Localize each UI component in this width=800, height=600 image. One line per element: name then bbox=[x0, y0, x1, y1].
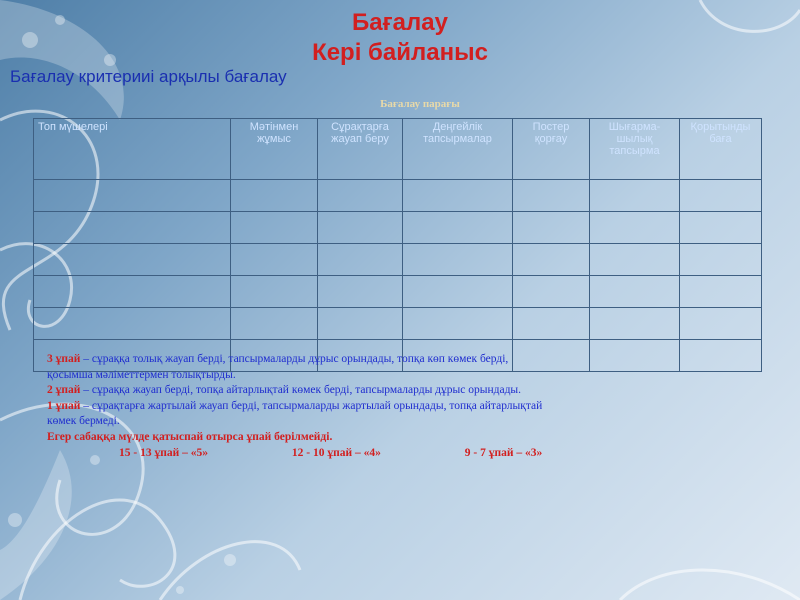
table-cell bbox=[403, 180, 513, 212]
scoring-notes bbox=[47, 352, 747, 461]
table-row bbox=[34, 180, 762, 212]
table-cell bbox=[34, 212, 231, 244]
table-cell bbox=[403, 244, 513, 276]
section-heading: Бағалау критерииі арқылы бағалау bbox=[10, 67, 287, 86]
grade-scale bbox=[47, 446, 747, 462]
table-cell bbox=[231, 212, 318, 244]
table-cell bbox=[34, 308, 231, 340]
column-header: Шығарма-шылық тапсырма bbox=[590, 119, 680, 180]
column-header: Сұрақтарға жауап беру bbox=[318, 119, 403, 180]
page-title: Бағалау bbox=[352, 9, 448, 36]
points-label: 1 ұпай bbox=[47, 399, 81, 412]
table-cell bbox=[680, 276, 762, 308]
column-header: Постер қорғау bbox=[513, 119, 590, 180]
table-cell bbox=[680, 308, 762, 340]
table-row bbox=[34, 308, 762, 340]
table-cell bbox=[231, 308, 318, 340]
table-cell bbox=[513, 308, 590, 340]
assessment-table bbox=[33, 118, 762, 372]
table-cell bbox=[318, 276, 403, 308]
column-header: Деңгейлік тапсырмалар bbox=[403, 119, 513, 180]
table-cell bbox=[513, 244, 590, 276]
table-cell bbox=[513, 212, 590, 244]
page-subtitle-title: Кері байланыс bbox=[312, 39, 488, 66]
table-row bbox=[34, 244, 762, 276]
table-cell bbox=[34, 180, 231, 212]
table-cell bbox=[513, 180, 590, 212]
note-text: қосымша мәліметтермен толықтырды. bbox=[47, 368, 236, 381]
column-header: Мәтінмен жұмыс bbox=[231, 119, 318, 180]
table-cell bbox=[513, 276, 590, 308]
table-cell bbox=[34, 244, 231, 276]
table-cell bbox=[318, 212, 403, 244]
table-cell bbox=[318, 244, 403, 276]
table-cell bbox=[318, 308, 403, 340]
table-cell bbox=[680, 212, 762, 244]
table-cell bbox=[231, 180, 318, 212]
table-row bbox=[34, 212, 762, 244]
points-label: 3 ұпай bbox=[47, 353, 81, 365]
note-text: – сұрақтарға жартылай жауап берді, тапсырмаларды жартылай орындады, топқа айтарлықтай bbox=[80, 399, 543, 412]
column-header: Қорытынды баға bbox=[680, 119, 762, 180]
sheet-caption: Бағалау парағы bbox=[380, 98, 460, 110]
table-cell bbox=[403, 308, 513, 340]
table-cell bbox=[231, 276, 318, 308]
grade-scale-item: 9 - 7 ұпай – «3» bbox=[464, 446, 543, 459]
note-line bbox=[47, 383, 747, 399]
table-cell bbox=[590, 212, 680, 244]
table-row bbox=[34, 276, 762, 308]
grade-scale-item: 12 - 10 ұпай – «4» bbox=[291, 446, 381, 459]
column-header: Топ мүшелері bbox=[34, 119, 231, 180]
table-cell bbox=[403, 276, 513, 308]
table-cell bbox=[590, 308, 680, 340]
note-text: көмек бермеді. bbox=[47, 415, 120, 428]
table-cell bbox=[590, 244, 680, 276]
grade-scale-item: 15 - 13 ұпай – «5» bbox=[119, 446, 208, 459]
table-cell bbox=[680, 244, 762, 276]
note-line bbox=[47, 399, 747, 415]
table-cell bbox=[34, 276, 231, 308]
table-cell bbox=[590, 180, 680, 212]
table-cell bbox=[318, 180, 403, 212]
note-text: – сұраққа толық жауап берді, тапсырмаларды дұрыс орындады, топқа көп көмек берді, bbox=[80, 353, 509, 365]
table-cell bbox=[590, 276, 680, 308]
table-header-row bbox=[34, 119, 762, 180]
note-text: – сұраққа жауап берді, топқа айтарлықтай көмек берді, тапсырмаларды дұрыс орындады. bbox=[80, 384, 522, 397]
points-label: 2 ұпай bbox=[47, 384, 81, 397]
no-points-rule: Егер сабаққа мүлде қатыспай отырса ұпай берілмейді. bbox=[47, 430, 333, 443]
table-cell bbox=[680, 180, 762, 212]
note-line bbox=[47, 352, 747, 368]
table-cell bbox=[403, 212, 513, 244]
table-cell bbox=[231, 244, 318, 276]
